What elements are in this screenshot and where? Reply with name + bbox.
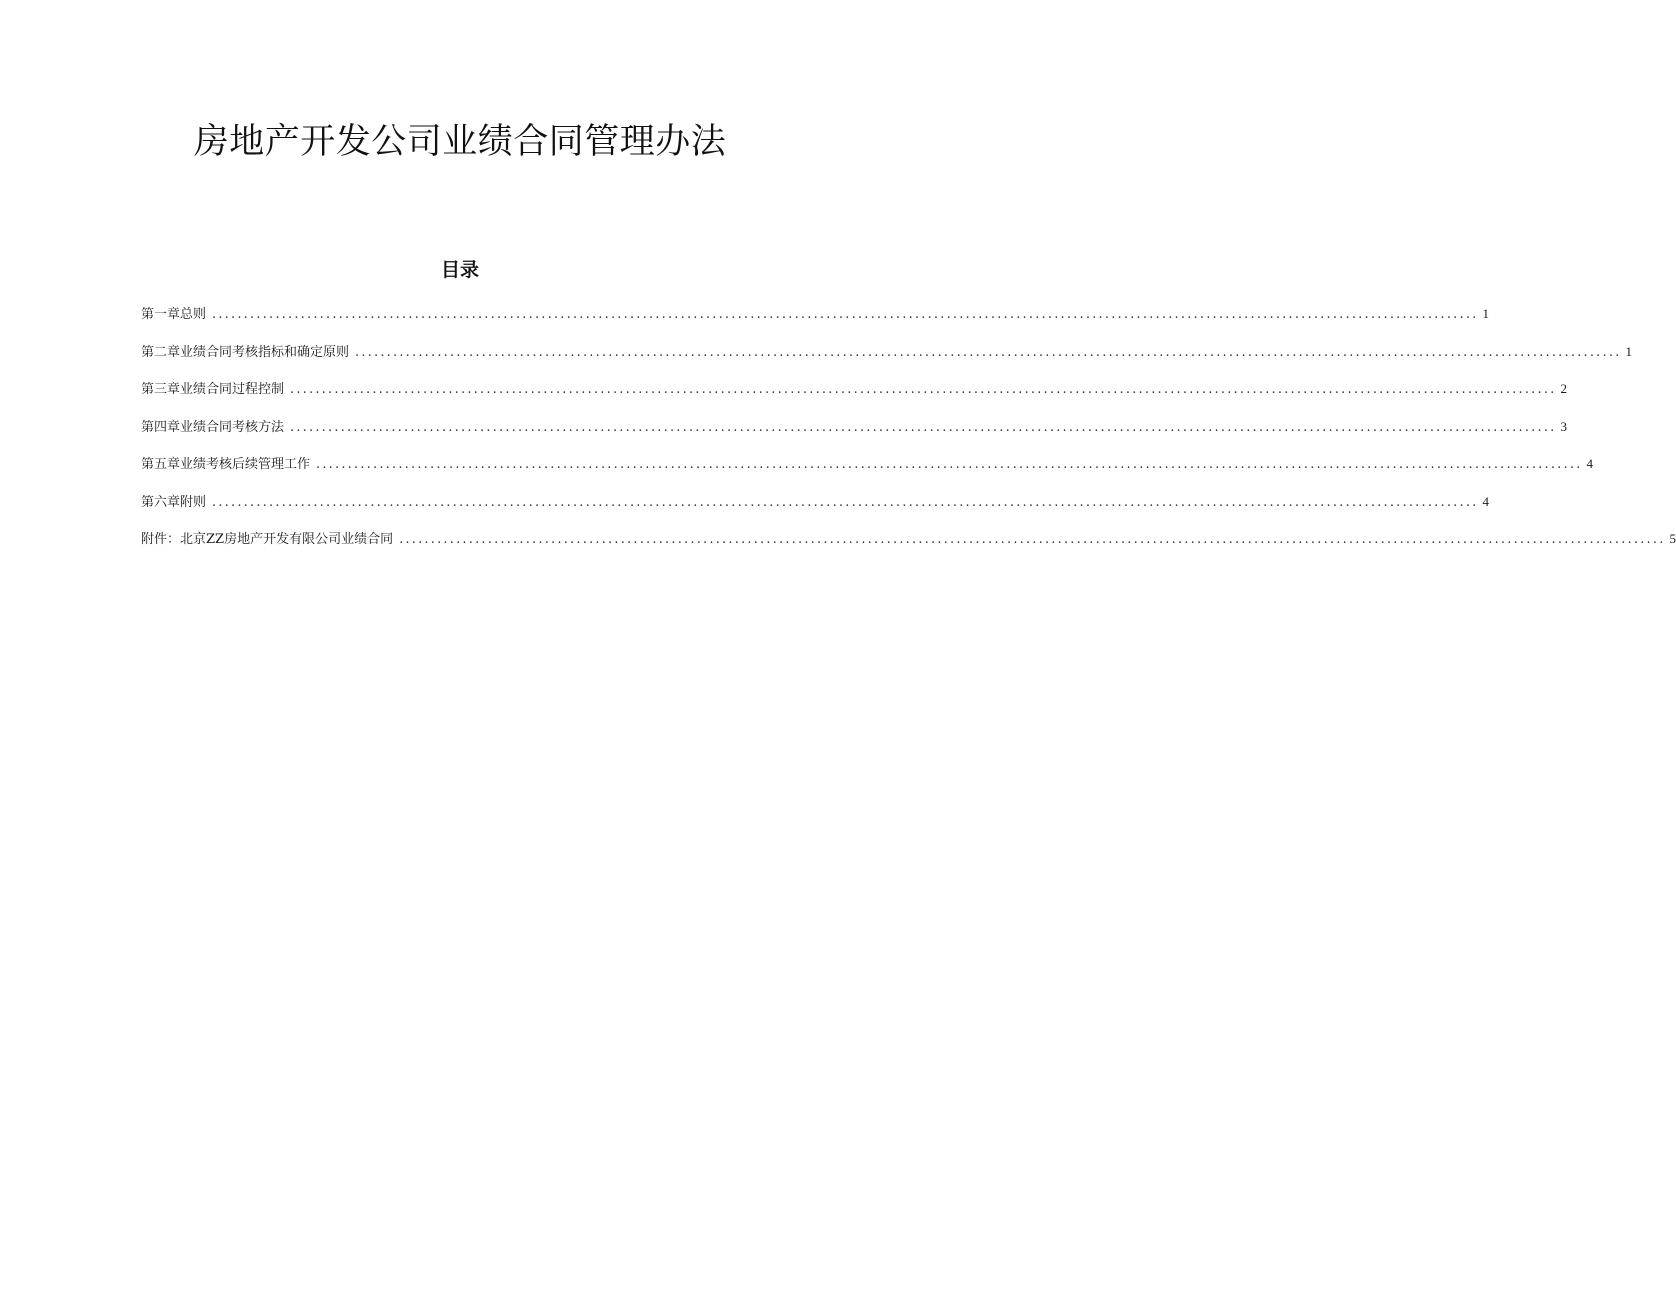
toc-entry-chapter-3[interactable] xyxy=(141,377,1567,415)
toc-entry-page: 1 xyxy=(1625,343,1632,359)
table-of-contents xyxy=(141,302,1676,565)
document-title: 房地产开发公司业绩合同管理办法 xyxy=(193,122,727,162)
toc-entry-appendix[interactable] xyxy=(141,527,1676,565)
toc-leader-dots: ........................................................................................................................................................................................................ xyxy=(212,494,1479,510)
toc-leader-dots: ........................................................................................................................................................................................................ xyxy=(290,419,1557,435)
toc-entry-page: 4 xyxy=(1586,456,1593,471)
toc-entry-chapter-4[interactable] xyxy=(141,415,1567,453)
toc-entry-chapter-6[interactable] xyxy=(141,490,1489,528)
toc-entry-chapter-5[interactable] xyxy=(141,452,1593,490)
toc-leader-dots: ........................................................................................................................................................................................................ xyxy=(212,307,1479,322)
toc-entry-chapter-2[interactable] xyxy=(141,340,1632,378)
toc-entry-label: 第六章附则 xyxy=(141,494,207,510)
toc-leader-dots: ........................................................................................................................................................................................................ xyxy=(399,532,1666,547)
toc-entry-label: 第五章业绩考核后续管理工作 xyxy=(141,457,311,472)
toc-entry-label: 附件：北京ZZ房地产开发有限公司业绩合同 xyxy=(141,532,394,547)
toc-entry-label: 第四章业绩合同考核方法 xyxy=(141,419,285,435)
toc-entry-page: 3 xyxy=(1560,418,1567,434)
toc-leader-dots: ........................................................................................................................................................................................................ xyxy=(316,457,1583,472)
toc-leader-dots: ........................................................................................................................................................................................................ xyxy=(355,344,1622,360)
toc-entry-label: 第三章业绩合同过程控制 xyxy=(141,382,285,397)
toc-leader-dots: ........................................................................................................................................................................................................ xyxy=(290,382,1557,397)
toc-entry-page: 2 xyxy=(1560,381,1567,396)
toc-entry-page: 4 xyxy=(1482,493,1489,509)
toc-entry-label: 第一章总则 xyxy=(141,307,207,322)
toc-entry-chapter-1[interactable] xyxy=(141,302,1489,340)
toc-heading: 目录 xyxy=(440,259,479,281)
toc-entry-label: 第二章业绩合同考核指标和确定原则 xyxy=(141,344,350,360)
toc-entry-page: 5 xyxy=(1669,531,1676,546)
toc-entry-page: 1 xyxy=(1482,306,1489,321)
